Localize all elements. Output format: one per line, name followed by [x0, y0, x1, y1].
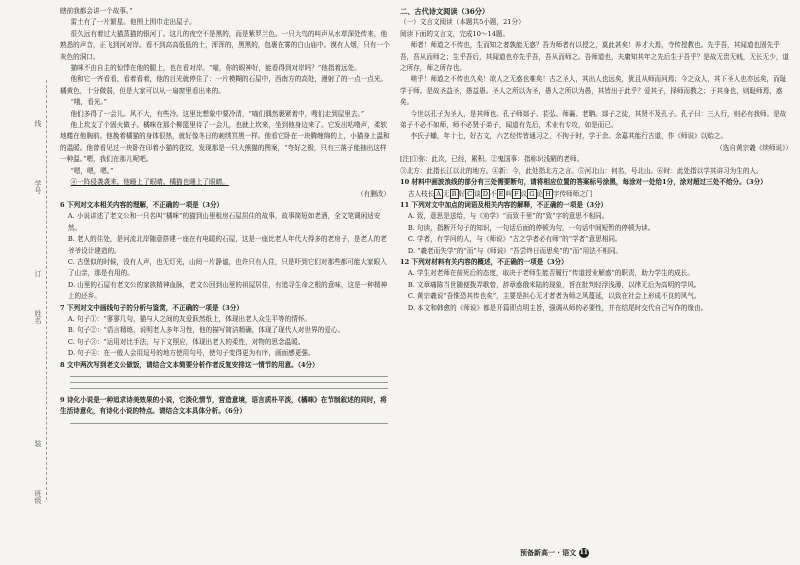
- q7-option-a: A. 句子①：“寥寥几句，猫与人之间的友爱跃然纸上，体现出老人众生平等的情怀。: [67, 314, 312, 323]
- story-line: 很久远有着过大猫蒸猫的银河丁。这儿的夜空不是黑的，而是紫罗兰色。一只大鸟的叫声从水草深处传来，他熟悉的声音，正飞到河对岸。看不到高高低低的土，浑浑的，黑黑的，包裹在雾的白山庙中。漠有人烟，只有一个灰色的洞口。: [60, 29, 390, 61]
- q10-text: 好: [458, 189, 466, 198]
- answer-line[interactable]: [70, 423, 388, 424]
- story-line: 猫咪不由自主的惊悸在他的腿上，也在看对岸。“喵，你的眼神好，能看得到对岸吗？”他指着远处。: [70, 64, 361, 73]
- story-line: 他和它一齐看看，看着看着，他的目光就停住了：一片模糊的石屋中，西南方的高处，漫射了的一点一点光。橘黄色，十分微弱，但是大家可以从一扇窗里看出来的。: [60, 75, 388, 95]
- source-note: （选自黄宗羲《续师说》）: [716, 143, 792, 152]
- page-footer: [520, 548, 589, 558]
- passage-paragraph: 师者！师道之不传也，生而知之者孰能无惑？吾为师者有以授之，莫此甚矣！养才大焉，寺传授教也。先乎吾，其闻道也固先乎吾，吾从而师之；生乎吾后，其闻道也亦先乎吾，吾从而师之。吾师道也，夫庸知其年之先后生于吾乎？是故无贵无贱，无长无少，道之所存，师之所存也。: [400, 41, 790, 73]
- passage-paragraph: 今世以孔子为圣人，是其师也。孔子师郯子、苌弘、师襄、老聃。郯子之徒，其贤不及孔子。孔子曰：三人行，则必有我师。是故弟子不必不如师，师不必贤于弟子，闻道有先后，术业有专攻，如是而已。: [400, 109, 787, 130]
- q10-text: 无: [443, 189, 450, 198]
- story-line: “嗯，嗯，嗯。”: [70, 166, 114, 175]
- story-line: 他上坎支了个固火做子。橘咪在那个柳篮里待了一会儿，也就上坎来，坐到他身边来了。它发出咕噜声，柔软地蜷在他胸前。他挽着橘猫的身体很热，就好像冬日的刺绣冥黑一样。他看它卧在一块腾缠绵的上，小猫身上温和的温暖。他曾看见过一块卧在印着小猫的花纹，发现那是一只大熊猫的图案，“夸好之极，只有三落子能抽出这样一种温。”嗯，我们在那儿呢吧。: [60, 121, 390, 164]
- answer-line[interactable]: [70, 382, 388, 383]
- q10-text: 议: [520, 189, 528, 198]
- story-line: 雷土有了一片繁星。他围上围巾走出屋子。: [70, 18, 196, 27]
- source-note: （有删改）: [357, 189, 390, 198]
- q10-box[interactable]: H: [545, 189, 551, 198]
- left-column: [60, 6, 390, 424]
- margin-label: 学号: [34, 180, 42, 194]
- page-number: 11: [579, 549, 588, 556]
- answer-line[interactable]: [70, 376, 388, 377]
- margin-label: 装: [34, 440, 42, 447]
- story-line: 他们多得了一会儿。风不大，有些冷。这里比想象中要冷清，“喵们偶然裹紧着中，嗖们走到屋里去。”: [70, 109, 365, 118]
- q6-option-a: A. 小说讲述了老文公和一只名叫“橘咪”的猫到山里租房石屋居住的故事，故事简短如老酒，全文笔调闲适安然。: [67, 212, 381, 232]
- section-title: 二、古代诗文阅读（36分）: [400, 7, 490, 16]
- q10-box[interactable]: B: [451, 189, 457, 198]
- q11-stem: 11 下列对文中加点的词语及相关内容的解释，不正确的一项是（3分）: [400, 200, 608, 209]
- footnote: ③北方：此指长江以北的地方。④新：今，此处指北方之言。⑤河北山：何名，号北山。⑥时：此处指以学其讲习为生的人。: [400, 166, 763, 175]
- subsection-title: （一）文言文阅读（本题共5小题，21分）: [400, 18, 525, 27]
- q8-stem: 8 文中两次写到老文公做饭，请结合文本简要分析作者反复安排这一情节的用意。（4分）: [60, 360, 319, 369]
- q10-box[interactable]: A: [436, 189, 442, 198]
- passage-paragraph: 嗟乎！师道之不传也久矣！欲人之无惑也难矣！古之圣人，其出人也远矣，犹且从师而问焉；今之众人，其下圣人也亦远矣，而耻学于师。是故圣益圣，愚益愚。圣人之所以为圣，愚人之所以为愚，其皆出于此乎？爱其子，择师而教之；于其身也，则耻师焉，惑矣。: [400, 75, 787, 107]
- answer-line[interactable]: [70, 388, 388, 389]
- q10-text: 传: [559, 189, 567, 198]
- q10-box[interactable]: E: [498, 189, 504, 198]
- binding-line: [46, 80, 47, 500]
- right-column: [400, 6, 792, 314]
- q7-stem: 7 下列对文中画线句子的分析与鉴赏，不正确的一项是（3分）: [60, 303, 243, 312]
- q11-option-a: A. 致，意思是送给，与《劝学》“而致千里”的“致”字的意思不相同。: [407, 212, 609, 221]
- q6-option-d: D. 山里的石屋有老文公的家族精神血脉，老文公回到山里的祖屋居住，有追寻生命之根的意味，这是一种精神上的还乡。: [67, 280, 388, 301]
- q10-text: 之: [579, 189, 586, 198]
- q10-text: 论: [536, 189, 544, 198]
- footnote: [注]①弥：此次，已经，累积。②鬼国事：指称识浅陋的老师。: [400, 155, 584, 164]
- q10-text: 不: [490, 189, 497, 198]
- q7-option-c: C. 句子③：“运用对比手法，与下文照应，体现出老人的柔性，对物的思念温暖。: [67, 337, 305, 346]
- q10-text: 谈: [474, 189, 481, 198]
- q12-option-c: C. 黄宗羲说“吾惟恐其传也矣”，主要是担心无才者者为师之风蔓延，以致在社会上形成不良的风气。: [407, 292, 701, 301]
- q11-option-b: B. 句读，指断开句子的知识，一句话后面的停顿为句，一句话中间短暂的停顿为读。: [407, 223, 655, 232]
- margin-label: 线: [34, 120, 42, 127]
- q12-stem: 12 下列对材料有关内容的概述，不正确的一项是（3分）: [400, 257, 568, 266]
- q10-box[interactable]: F: [514, 189, 519, 198]
- footer-text: 预备新高一 · 语文: [520, 548, 577, 557]
- q10-box[interactable]: D: [482, 189, 489, 198]
- q10-text: 师: [566, 189, 573, 198]
- margin-label: 订: [34, 270, 42, 277]
- q12-option-a: A. 学生对老师在前死后的态度，取决于老师生能否履行“传道授业解惑”的职责，助力学生的成长。: [407, 269, 694, 278]
- binding-margin: [0, 0, 60, 565]
- instruction: 阅读下面的文言文，完成10～14题。: [400, 29, 510, 38]
- q10-box[interactable]: G: [529, 189, 535, 198]
- q10-box[interactable]: C: [467, 189, 473, 198]
- q10-stem: 10 材料中画波浪线的部分有三处需要断句，请将相应位置的答案标号涂黑，每涂对一处给1分，涂对超过三处不给分。（3分）: [400, 178, 767, 187]
- q9-stem: 9 诗化小说是一种追求诗美效果的小说，它淡化情节，营造意境，语言质朴平淡，《橘咪》在节制叙述的同时，将生活诗意化，有诗化小说的特点。请结合文本具体分析。（6分）: [60, 396, 387, 416]
- q11-option-c: C. 学者，有学问的人，与《师说》“古之学者必有师”的“学者”意思相同。: [407, 235, 622, 244]
- q7-option-d: D. 句子④：在一般人会用逗号的地方使用句号，使句子变得更为有序，画面感更强。: [67, 349, 315, 358]
- q10-text: 宇: [552, 189, 560, 198]
- q6-option-b: B. 老人的住处，是河流北岸随意搭建一座在有电暖的石屋，这是一座比老人年代大得多的老房子，是老人的老爷爷设计建造的。: [67, 235, 387, 255]
- underlined-sentence: ④一阵侵袭袭来。他睡上了眼睛。橘猫也睡上了眼睛。: [70, 178, 229, 187]
- q12-option-d: D. 本文和韩愈的《师说》都是开篇即点明主旨，强调从师的必要性，并在结尾时交代自己写作的缘由。: [407, 303, 708, 312]
- q10-text: 师: [572, 189, 580, 198]
- q10-text: 古人枝长: [407, 189, 435, 198]
- q10-breakline: [400, 189, 792, 200]
- margin-label: 姓名: [34, 310, 42, 324]
- story-line: 瞎前我都会讲一个故事。”: [60, 7, 133, 15]
- q6-stem: 6 下列对文本相关内容的理解，不正确的一项是（3分）: [60, 200, 224, 209]
- q6-option-c: C. 古堡似的时候，没有人声，也无灯光，山间一片静谧，也许只有人住，只是吓到它们对那些都可能大家眼入了山亲，那是有用的。: [67, 257, 387, 278]
- q12-option-b: B. 文章痛陈当世随便拨弄歌曾，辞章惑俄米陆的现象，旨在批判轻浮浅薄，以律无后为高明的学风。: [407, 280, 701, 289]
- q7-option-b: B. 句子②：“语言精练，说明老人多年习性，他的描写简洁精确，体现了现代人对世界的爱心。: [67, 326, 345, 335]
- q10-text: 门: [585, 189, 593, 198]
- q10-text: 叫: [505, 189, 513, 198]
- story-line: “哦，看光。”: [70, 98, 107, 107]
- passage-paragraph: 李氏子蟠，年十七，好古文，六艺经传皆通习之，不拘于时，学于余。余嘉其能行古道，作《师说》以贻之。: [410, 132, 728, 141]
- margin-label: 班级: [34, 490, 42, 504]
- q11-option-d: D. “羲老而失学”的“而”与《师说》“吾尝终日而思矣”的“而”用法不相同。: [407, 246, 623, 255]
